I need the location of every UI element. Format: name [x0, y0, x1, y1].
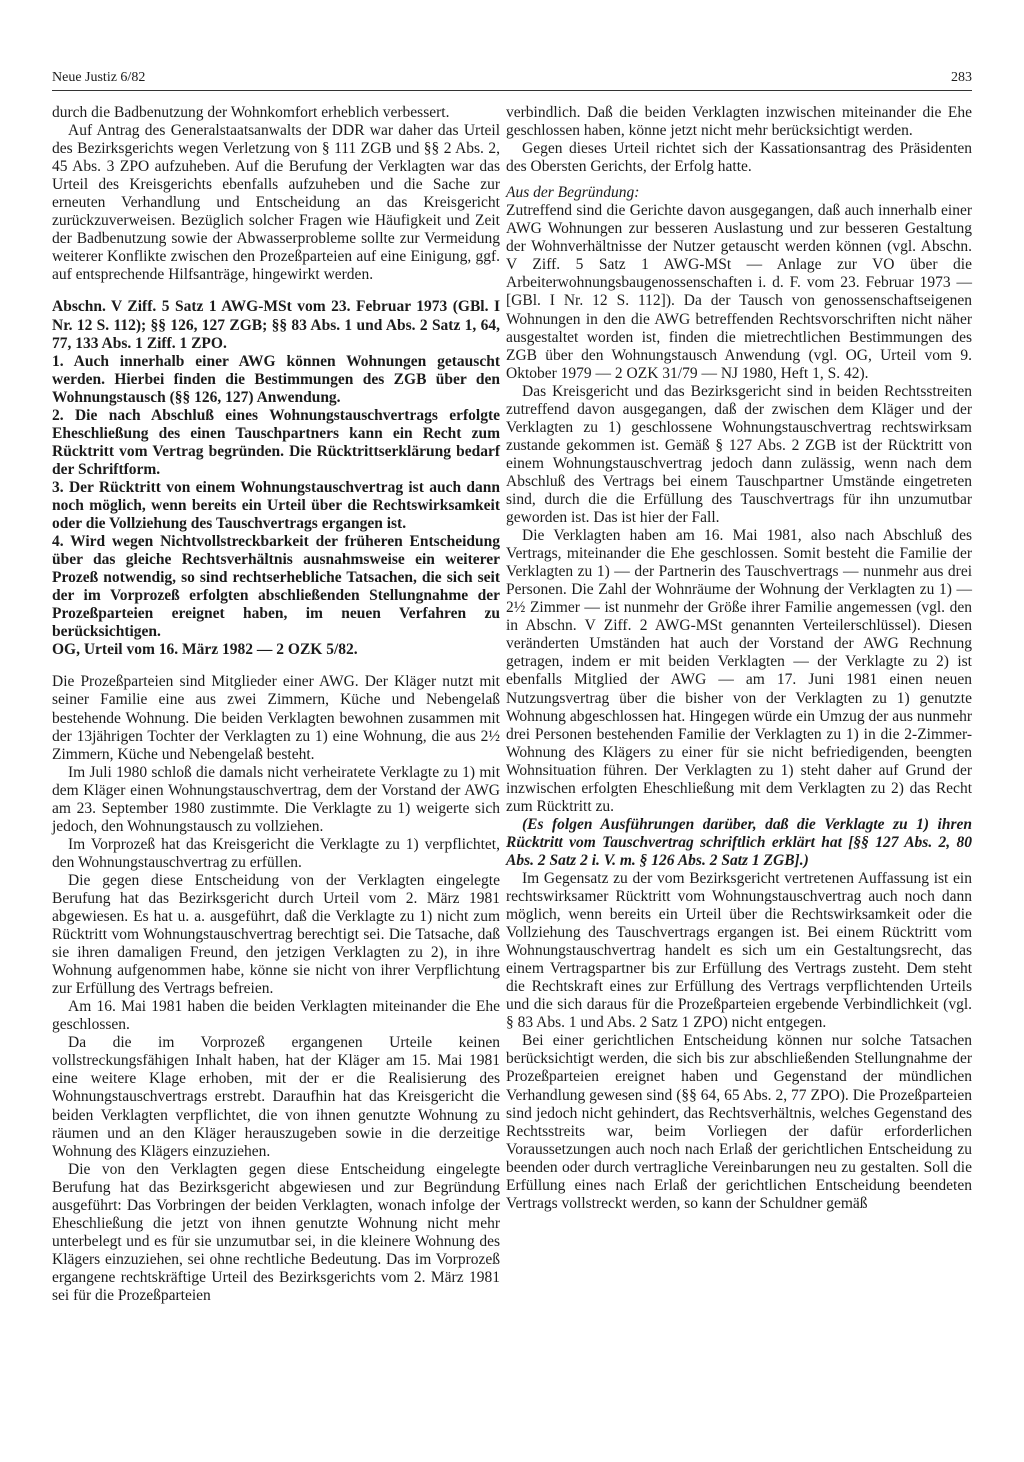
- paragraph: Die von den Verklagten gegen diese Entscheidung eingelegte Berufung hat das Bezirksgericht abgewiesen und zur Begründung ausgeführt: Das Vorbringen der beiden Verklagten, wonach infolge der Eheschließung die jetzt von ihnen genutzte Wohnung nicht mehr unterbelegt und es für sie unzumutbar sei, in die kleinere Wohnung des Klägers einzuziehen, sei ohne rechtliche Bedeutung. Das im Vorprozeß ergangene rechtskräftige Urteil des Bezirksgerichts vom 2. März 1981 sei für die Prozeßparteien: [52, 1160, 500, 1304]
- headnote-1: 1. Auch innerhalb einer AWG können Wohnungen getauscht werden. Hierbei finden die Bestimmungen des ZGB über den Wohnungstausch (§§ 126, 127) Anwendung.: [52, 352, 500, 406]
- paragraph: Da die im Vorprozeß ergangenen Urteile keinen vollstreckungsfähigen Inhalt haben, hat der Kläger am 15. Mai 1981 eine weitere Klage erhoben, mit der er die Realisierung des Wohnungstauschvertrags erstrebt. Daraufhin hat das Kreisgericht die beiden Verklagten verpflichtet, die von ihnen genutzte Wohnung zu räumen und an den Kläger herauszugeben sowie in die derzeitige Wohnung des Klägers einzuziehen.: [52, 1034, 500, 1160]
- court-citation: OG, Urteil vom 16. März 1982 — 2 OZK 5/82.: [52, 641, 358, 659]
- headnote-3: 3. Der Rücktritt von einem Wohnungstauschvertrag ist auch dann noch möglich, wenn bereits ein Urteil über die Rechtswirksamkeit oder die Vollziehung des Tauschvertrags ergangen ist.: [52, 478, 500, 533]
- paragraph: Gegen dieses Urteil richtet sich der Kassationsantrag des Präsidenten des Obersten Gerichts, der Erfolg hatte.: [506, 140, 972, 176]
- headnote-4: 4. Wird wegen Nichtvollstreckbarkeit der früheren Entscheidung über das gleiche Rechtsverhältnis ausnahmsweise ein weiterer Prozeß notwendig, so sind rechtserhebliche Tatsachen, die sich seit der im Vorprozeß erfolgten abschließenden Stellungnahme der Prozeßparteien ereignet haben, im neuen Verfahren zu berücksichtigen.: [52, 533, 500, 641]
- paragraph: Im Juli 1980 schloß die damals nicht verheiratete Verklagte zu 1) mit dem Kläger einen Wohnungstauschvertrag, dem der Vorstand der AWG am 23. September 1980 zustimmte. Die Verklagte zu 1) weigerte sich jedoch, den Wohnungstausch zu vollziehen.: [52, 763, 500, 835]
- paragraph: Bei einer gerichtlichen Entscheidung können nur solche Tatsachen berücksichtigt werden, die sich bis zur abschließenden Stellungnahme der Prozeßparteien ereignet haben und Gegenstand der mündlichen Verhandlung gewesen sind (§§ 64, 65 Abs. 2, 77 ZPO). Die Prozeßparteien sind jedoch nicht gehindert, das Rechtsverhältnis, welches Gegenstand des Rechtsstreits war, beim Vorliegen der dafür erforderlichen Voraussetzungen auch noch nach Erlaß der gerichtlichen Entscheidung zu beenden oder durch vertragliche Vereinbarungen neu zu gestalten. Soll die Erfüllung eines nach Erlaß der gerichtlichen Entscheidung beendeten Vertrags vollstreckt werden, so kann der Schuldner gemäß: [506, 1032, 972, 1212]
- paragraph: Auf Antrag des Generalstaatsanwalts der DDR war daher das Urteil des Bezirksgerichts wegen Verletzung von § 111 ZGB und §§ 2 Abs. 2, 45 Abs. 3 ZPO aufzuheben. Auf die Berufung der Verklagten war das Urteil des Kreisgerichts ebenfalls aufzuheben und die Sache zur erneuten Verhandlung und Entscheidung an das Kreisgericht zurückzuverweisen. Bezüglich solcher Fragen wie Häufigkeit und Zeit der Badbenutzung sowie der Abwasserprobleme sollte zur Vermeidung weiterer Konflikte zwischen den Prozeßparteien auf eine Einigung, ggf. auf entsprechende Hilfsanträge, hingewirkt werden.: [52, 122, 500, 284]
- paragraph: Im Gegensatz zu der vom Bezirksgericht vertretenen Auffassung ist ein rechtswirksamer Rücktritt vom Wohnungstauschvertrag auch noch dann möglich, wenn bereits ein Urteil über die Rechtswirksamkeit oder die Vollziehung des Tauschvertrags ergangen ist. Bei einem Rücktritt vom Wohnungstauschvertrag handelt es sich um ein Gestaltungsrecht, das einem Vertragspartner bis zur Erfüllung des Vertrags zusteht. Dem steht die Rechtskraft eines zur Erfüllung des Vertrags verpflichtenden Urteils und die sich daraus für die Prozeßparteien ergebende Verbindlichkeit (vgl. § 83 Abs. 1 und Abs. 2 Satz 1 ZPO) nicht entgegen.: [506, 869, 972, 1032]
- paragraph: Im Vorprozeß hat das Kreisgericht die Verklagte zu 1) verpflichtet, den Wohnungstauschvertrag zu erfüllen.: [52, 835, 500, 871]
- paragraph: Am 16. Mai 1981 haben die beiden Verklagten miteinander die Ehe geschlossen.: [52, 998, 500, 1034]
- spacer: [506, 176, 972, 184]
- header-rule: [52, 90, 972, 91]
- right-column: [506, 104, 972, 1213]
- editorial-note: (Es folgen Ausführungen darüber, daß die Verklagte zu 1) ihren Rücktritt vom Tauschvertrag schriftlich erklärt hat [§§ 127 Abs. 2, 80 Abs. 2 Satz 2 i. V. m. § 126 Abs. 2 Satz 1 ZGB].): [506, 815, 972, 869]
- journal-title: Neue Justiz 6/82: [52, 70, 146, 85]
- left-column: [52, 104, 500, 1305]
- paragraph: durch die Badbenutzung der Wohnkomfort erheblich verbessert.: [52, 104, 450, 121]
- paragraph: Die Verklagten haben am 16. Mai 1981, also nach Abschluß des Vertrags, miteinander die Ehe geschlossen. Somit besteht die Familie der Verklagten zu 1) — der Partnerin des Tauschvertrags — nunmehr aus drei Personen. Die Zahl der Wohnräume der Wohnung der Verklagten zu 1) — 2½ Zimmer — ist nunmehr der Größe ihrer Familie angemessen (vgl. den in Abschn. V Ziff. 2 AWG-MSt genannten Verteilerschlüssel). Diesen veränderten Umständen hat auch der Vorstand der AWG Rechnung getragen, indem er mit beiden Verklagten — der Verklagte zu 2) ist ebenfalls Mitglied der AWG — am 17. Juni 1981 einen neuen Nutzungsvertrag über die bisher von der Verklagten zu 1) genutzte Wohnung abgeschlossen hat. Hingegen würde ein Umzug der aus nunmehr drei Personen bestehenden Familie der Verklagten zu 1) in die 2-Zimmer-Wohnung des Klägers zu einer für sie nicht befriedigenden, beengten Wohnsituation führen. Der Verklagten zu 1) steht daher auf Grund der inzwischen erfolgten Eheschließung mit dem Verklagten zu 2) das Recht zum Rücktritt zu.: [506, 527, 972, 815]
- paragraph: Das Kreisgericht und das Bezirksgericht sind in beiden Rechtsstreiten zutreffend davon ausgegangen, daß der zwischen dem Kläger und der Verklagten zu 1) geschlossene Wohnungstauschvertrag rechtswirksam zustande gekommen ist. Gemäß § 127 Abs. 2 ZGB ist der Rücktritt von einem Wohnungstauschvertrag jedoch dann zulässig, wenn nach dem Abschluß des Vertrags bei einem Tauschpartner Umstände eingetreten sind, durch die die Erfüllung des Tauschvertrags für ihn unzumutbar geworden ist. Das ist hier der Fall.: [506, 382, 972, 527]
- section-heading: Aus der Begründung:: [506, 184, 640, 202]
- page-number: 283: [951, 70, 972, 85]
- paragraph: verbindlich. Daß die beiden Verklagten inzwischen miteinander die Ehe geschlossen haben, könne jetzt nicht mehr berücksichtigt werden.: [506, 104, 972, 140]
- paragraph: Die Prozeßparteien sind Mitglieder einer AWG. Der Kläger nutzt mit seiner Familie eine aus zwei Zimmern, Küche und Nebengelaß bestehende Wohnung. Die beiden Verklagten bewohnen zusammen mit der 13jährigen Tochter der Verklagten zu 1) eine Wohnung, die aus 2½ Zimmern, Küche und Nebengelaß besteht.: [52, 673, 500, 763]
- headnote-2: 2. Die nach Abschluß eines Wohnungstauschvertrags erfolgte Eheschließung des einen Tauschpartners kann ein Recht zum Rücktritt vom Vertrag begründen. Die Rücktrittserklärung bedarf der Schriftform.: [52, 406, 500, 478]
- spacer: [52, 284, 500, 298]
- paragraph: Die gegen diese Entscheidung von der Verklagten eingelegte Berufung hat das Bezirksgericht durch Urteil vom 2. März 1981 abgewiesen. Es hat u. a. ausgeführt, daß die Verklagte zu 1) nicht zum Rücktritt vom Wohnungstauschvertrag berechtigt sei. Die Tatsache, daß sie ihren damaligen Freund, den jetzigen Verklagten zu 2), in ihre Wohnung aufgenommen habe, könne sie nicht von ihrer Verpflichtung zur Erfüllung des Vertrags befreien.: [52, 871, 500, 998]
- paragraph: Zutreffend sind die Gerichte davon ausgegangen, daß auch innerhalb einer AWG Wohnungen zur besseren Auslastung und zur besseren Gestaltung der Wohnverhältnisse der Nutzer getauscht werden können (vgl. Abschn. V Ziff. 5 Satz 1 AWG-MSt — Anlage zur VO über die Arbeiterwohnungsbaugenossenschaften i. d. F. vom 23. Februar 1973 — [GBl. I Nr. 12 S. 112]). Da der Tausch von genossenschaftseigenen Wohnungen in den die AWG betreffenden Rechtsvorschriften nicht näher ausgestaltet worden ist, finden die mietrechtlichen Bestimmungen des ZGB über den Wohnungstausch Anwendung (vgl. OG, Urteil vom 9. Oktober 1979 — 2 OZK 31/79 — NJ 1980, Heft 1, S. 42).: [506, 202, 972, 382]
- spacer: [52, 659, 500, 673]
- legal-norms: Abschn. V Ziff. 5 Satz 1 AWG-MSt vom 23. Februar 1973 (GBl. I Nr. 12 S. 112); §§ 126, 127 ZGB; §§ 83 Abs. 1 und Abs. 2 Satz 1, 64, 77, 133 Abs. 1 Ziff. 1 ZPO.: [52, 298, 500, 352]
